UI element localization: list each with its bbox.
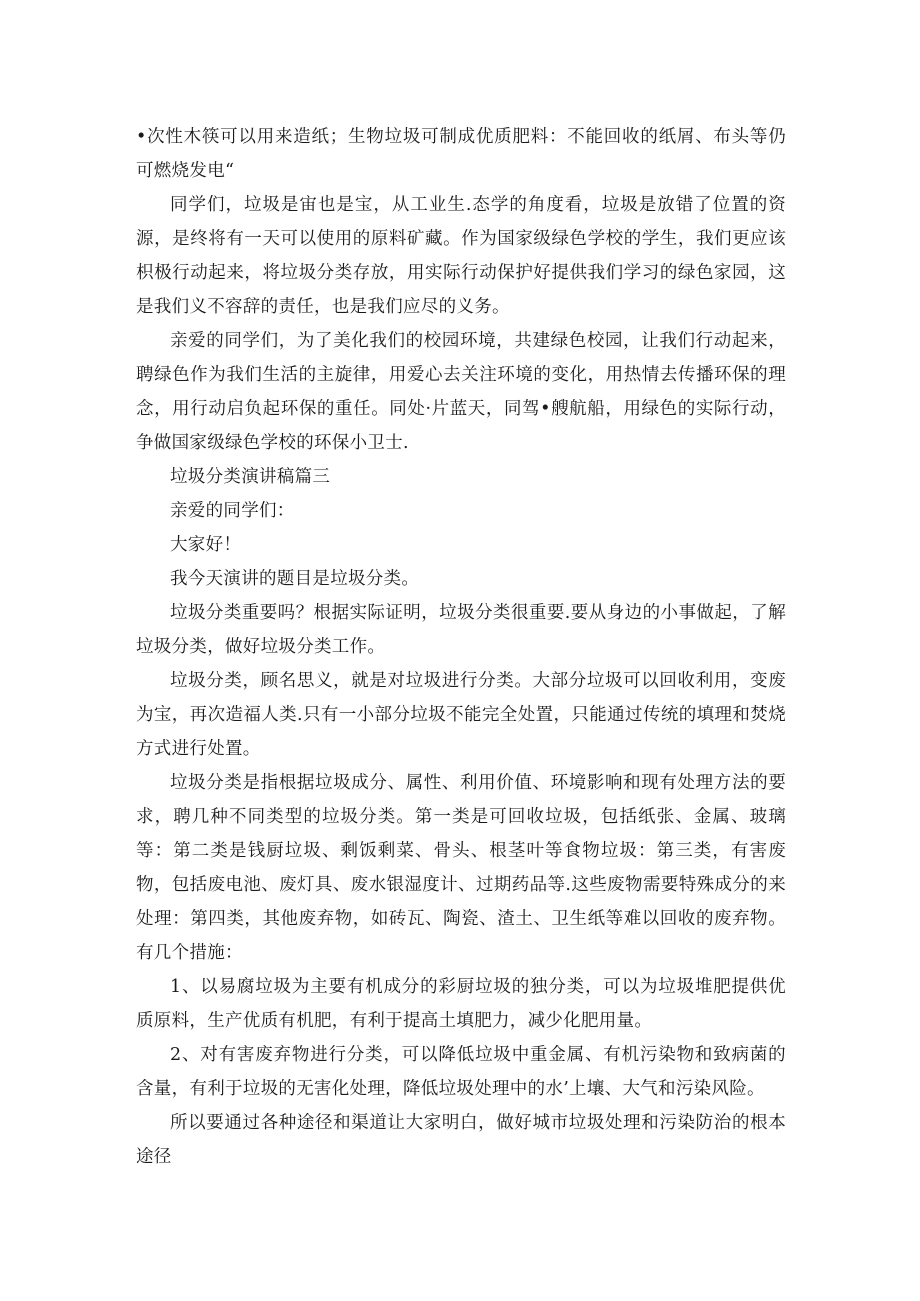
greeting: 大家好！ — [170, 535, 242, 555]
paragraph-definition: 垃圾分类，顾名思义，就是对垃圾进行分类。大部分垃圾可以回收利用，变废为宝，再次造福人类.只有一小部分垃圾不能完全处置，只能通过传统的填理和焚烧方式进行处置。 — [136, 671, 786, 759]
paragraph-garbage-is-treasure: 同学们，垃圾是宙也是宝，从工业生.态学的角度看，垃圾是放错了位置的资源，是终将有一天可以使用的原料矿藏。作为国家级绿色学校的学生，我们更应该枳极行动起来，将垃圾分类存放，用实际行动保护好提供我们学习的绿色家园，这是我们义不容辞的责任，也是我们应尽的义务。 — [136, 195, 786, 317]
paragraph-continuation: •次性木筷可以用来造纸；生物垃圾可制成优质肥料：不能回收的纸屑、布头等仍可燃烧发电“ — [136, 127, 786, 181]
paragraph-conclusion: 所以要通过各种途径和渠道让大家明白，做好城市垃圾处理和污染防治的根本途径 — [136, 1113, 786, 1167]
paragraph-call-to-action: 亲爱的同学们，为了美化我们的校园环境，共建绿色校园，让我们行动起来，聘绿色作为我们生活的主旋律，用爱心去关注环境的变化，用热情去传播环保的理念，用行动启负起环保的重任。同处·片蓝天，同驾•艘航船，用绿色的实际行动，争做国家级绿色学校的环保小卫士. — [136, 331, 786, 453]
paragraph-importance: 垃圾分类重要吗？根据实际证明，垃圾分类很重要.要从身边的小事做起，了解垃圾分类，做好垃圾分类工作。 — [136, 603, 786, 657]
section-title: 垃圾分类演讲稿篇三 — [170, 467, 331, 487]
salutation: 亲爱的同学们： — [170, 501, 295, 521]
paragraph-topic: 我今天演讲的题目是垃圾分类。 — [170, 569, 420, 589]
list-item-measure-2: 2、对有害废弃物进行分类，可以降低垃圾中重金属、有机污染物和致病菌的含量，有利于垃圾的无害化处理，降低垃圾处理中的水’上壤、大气和污染风险。 — [136, 1045, 786, 1099]
document-body — [136, 120, 786, 1174]
list-item-measure-1: 1、以易腐垃圾为主要有机成分的彩厨垃圾的独分类，可以为垃圾堆肥提供优质原料，生产优质有机肥，有利于提高土填肥力，减少化肥用量。 — [136, 977, 786, 1031]
paragraph-categories: 垃圾分类是指根据垃圾成分、属性、利用价值、环境影响和现有处理方法的要求，聘几种不同类型的垃圾分类。第一类是可回收垃圾，包括纸张、金属、玻璃等：第二类是钱厨垃圾、剩饭剩菜、骨头、根茎叶等食物垃圾：第三类，有害废物，包括废电池、废灯具、废水银湿度计、过期药品等.这些废物需要特殊成分的来处理：第四类，其他废弃物，如砖瓦、陶瓷、渣土、卫生纸等难以回收的废弃物。有几个措施： — [136, 773, 786, 963]
